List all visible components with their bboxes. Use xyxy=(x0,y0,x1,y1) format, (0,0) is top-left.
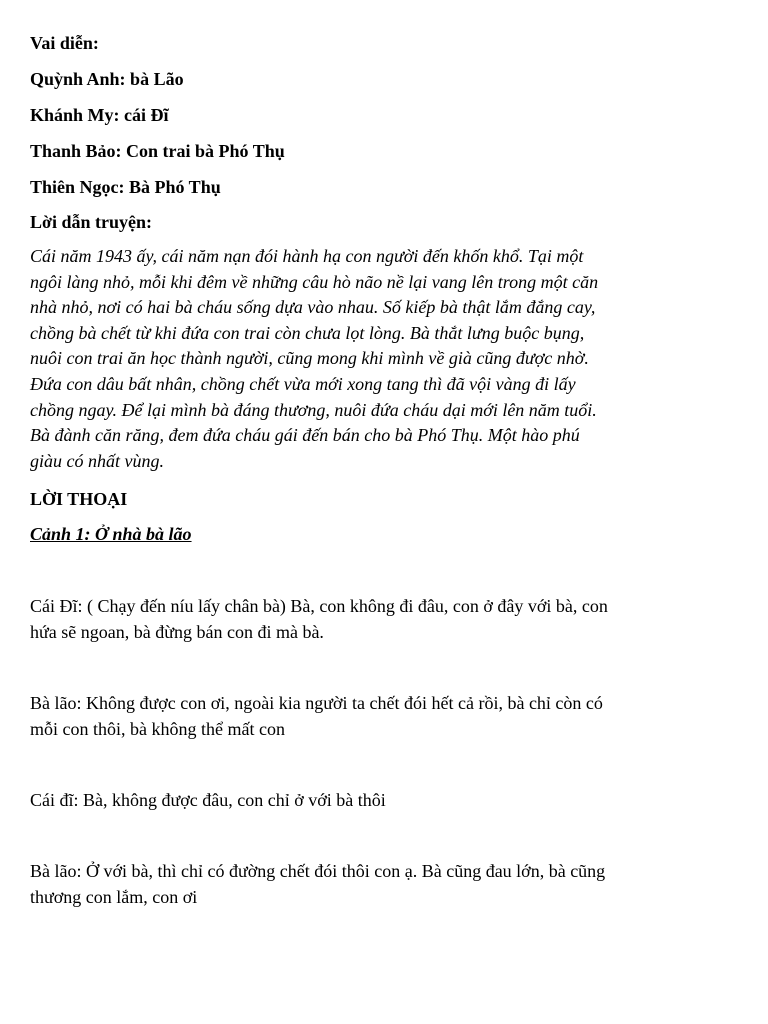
scene-title: Cảnh 1: Ở nhà bà lão xyxy=(30,524,192,544)
narration-line: Bà đành căn răng, đem đứa cháu gái đến bán cho bà Phó Thụ. Một hào phú xyxy=(30,425,580,446)
cast-member: Khánh My: cái Đĩ xyxy=(30,105,169,125)
dialogue-line xyxy=(30,690,742,742)
dialogue-text: thương con lắm, con ơi xyxy=(30,887,198,907)
cast-member: Thanh Bảo: Con trai bà Phó Thụ xyxy=(30,141,285,161)
narration-line: nhà nhỏ, nơi có hai bà cháu sống dựa vào nhau. Số kiếp bà thật lắm đắng cay, xyxy=(30,297,596,318)
narration-line: chồng bà chết từ khi đứa con trai còn chưa lọt lòng. Bà thắt lưng buộc bụng, xyxy=(30,322,585,343)
narration-line: Cái năm 1943 ấy, cái năm nạn đói hành hạ con người đến khốn khổ. Tại một xyxy=(30,246,584,266)
narration-line: Đứa con dâu bất nhân, chồng chết vừa mới xong tang thì đã vội vàng đi lấy xyxy=(30,373,576,394)
narration-paragraph xyxy=(30,244,742,474)
dialogue-text: Bà lão: Ở với bà, thì chỉ có đường chết đói thôi con ạ. Bà cũng đau lớn, bà cũng xyxy=(30,861,606,881)
narration-line: ngôi làng nhỏ, mỗi khi đêm về những câu hò não nề lại vang lên trong một căn xyxy=(30,271,599,292)
narration-line: nuôi con trai ăn học thành người, cũng mong khi mình về già cũng được nhờ. xyxy=(30,348,589,369)
dialogue-text: Bà lão: Không được con ơi, ngoài kia người ta chết đói hết cả rồi, bà chỉ còn có xyxy=(30,693,603,713)
dialogue-line xyxy=(30,787,742,813)
cast-member: Quỳnh Anh: bà Lão xyxy=(30,69,184,89)
dialogue-text: hứa sẽ ngoan, bà đừng bán con đi mà bà. xyxy=(30,622,324,642)
dialogue-line xyxy=(30,593,742,645)
cast-heading: Vai diễn: xyxy=(30,33,99,53)
narration-line: giàu có nhất vùng. xyxy=(30,450,164,471)
dialogue-text: Cái Đĩ: ( Chạy đến níu lấy chân bà) Bà, con không đi đâu, con ở đây với bà, con xyxy=(30,596,608,616)
dialogue-text: Cái đĩ: Bà, không được đâu, con chỉ ở với bà thôi xyxy=(30,790,386,810)
narration-line: chồng ngay. Để lại mình bà đáng thương, nuôi đứa cháu dại mới lên năm tuổi. xyxy=(30,399,597,420)
dialogue-section-heading: LỜI THOẠI xyxy=(30,489,128,509)
dialogue-line xyxy=(30,858,742,910)
cast-member: Thiên Ngọc: Bà Phó Thụ xyxy=(30,177,221,197)
narration-heading: Lời dẫn truyện: xyxy=(30,212,152,232)
dialogue-text: mỗi con thôi, bà không thể mất con xyxy=(30,719,285,739)
